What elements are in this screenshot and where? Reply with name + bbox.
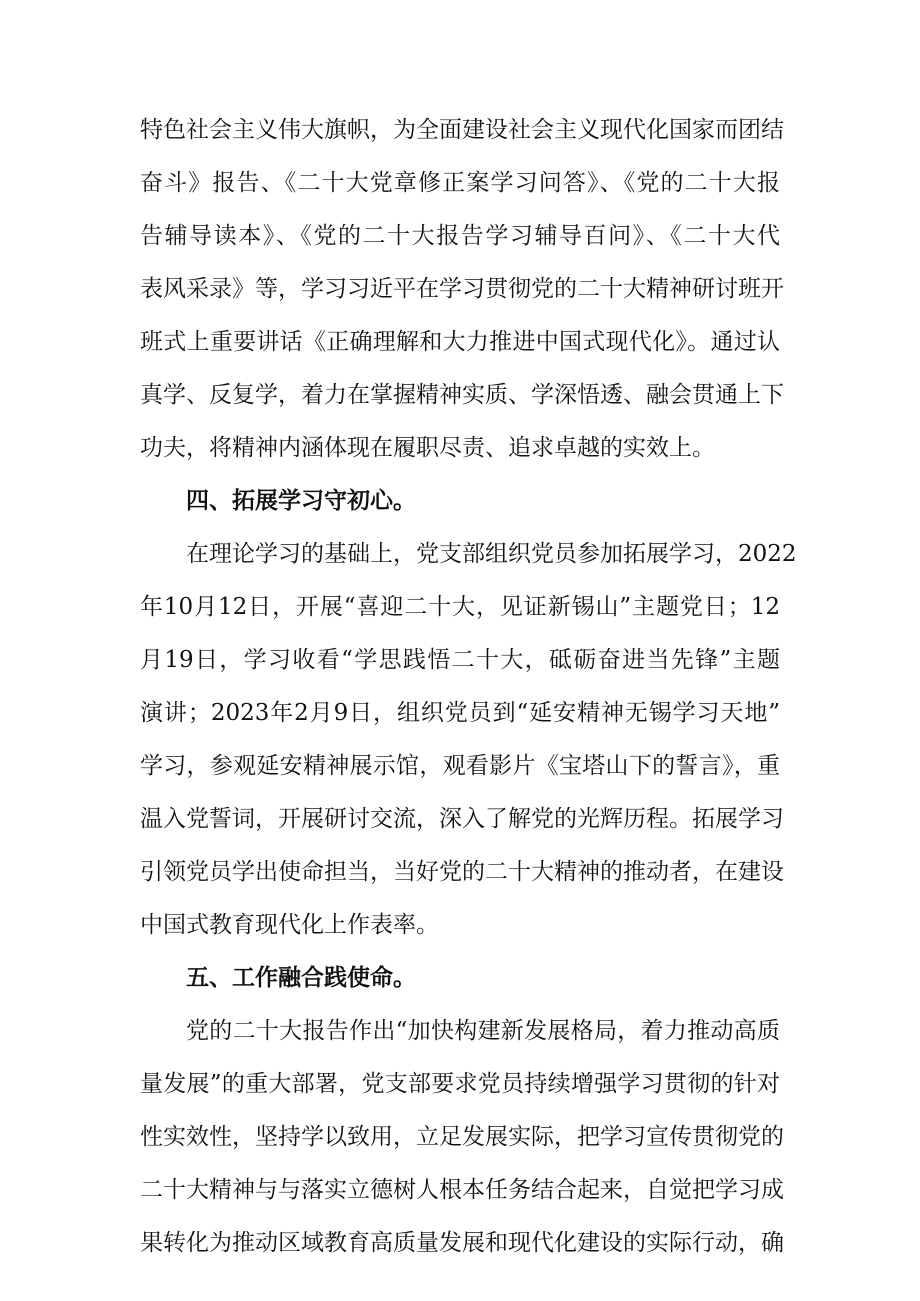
para1-line: 告辅导读本》、《党的二十大报告学习辅导百问》、《二十大代: [140, 223, 780, 249]
para1-line: 奋斗》报告、《二十大党章修正案学习问答》、《党的二十大报: [140, 170, 780, 196]
para3-line: 量发展”的重大部署，党支部要求党员持续增强学习贯彻的针对: [140, 1071, 780, 1097]
para2-line: 年10月12日，开展“喜迎二十大，见证新锡山”主题党日；12: [140, 594, 780, 620]
para2-line: 引领党员学出使命担当，当好党的二十大精神的推动者，在建设: [140, 859, 784, 885]
para1-line: 真学、反复学，着力在掌握精神实质、学深悟透、融会贯通上下: [140, 382, 784, 408]
para3-line: 党的二十大报告作出“加快构建新发展格局，着力推动高质: [186, 1018, 780, 1044]
section-heading: 五、工作融合践使命。: [186, 965, 416, 991]
para2-line: 月19日，学习收看“学思践悟二十大，砥砺奋进当先锋”主题: [140, 647, 780, 673]
para2-line: 学习，参观延安精神展示馆，观看影片《宝塔山下的誓言》，重: [140, 753, 780, 779]
para1-line: 班式上重要讲话《正确理解和大力推进中国式现代化》。通过认: [140, 329, 780, 355]
para2-line: 中国式教育现代化上作表率。: [140, 912, 439, 938]
section-heading: 四、拓展学习守初心。: [186, 488, 416, 514]
para1-line: 功夫，将精神内涵体现在履职尽责、追求卓越的实效上。: [140, 435, 715, 461]
para1-line: 表风采录》等，学习习近平在学习贯彻党的二十大精神研讨班开: [140, 276, 784, 302]
para2-line: 温入党誓词，开展研讨交流，深入了解党的光辉历程。拓展学习: [140, 806, 784, 832]
para2-line: 演讲；2023年2月9日，组织党员到“延安精神无锡学习天地”: [140, 700, 780, 726]
para1-line: 特色社会主义伟大旗帜，为全面建设社会主义现代化国家而团结: [140, 117, 784, 143]
para3-line: 二十大精神与与落实立德树人根本任务结合起来，自觉把学习成: [140, 1177, 784, 1203]
para2-line: 在理论学习的基础上，党支部组织党员参加拓展学习，2022: [186, 541, 797, 567]
para3-line: 果转化为推动区域教育高质量发展和现代化建设的实际行动，确: [140, 1230, 784, 1256]
para3-line: 性实效性，坚持学以致用，立足发展实际，把学习宣传贯彻党的: [140, 1124, 784, 1150]
